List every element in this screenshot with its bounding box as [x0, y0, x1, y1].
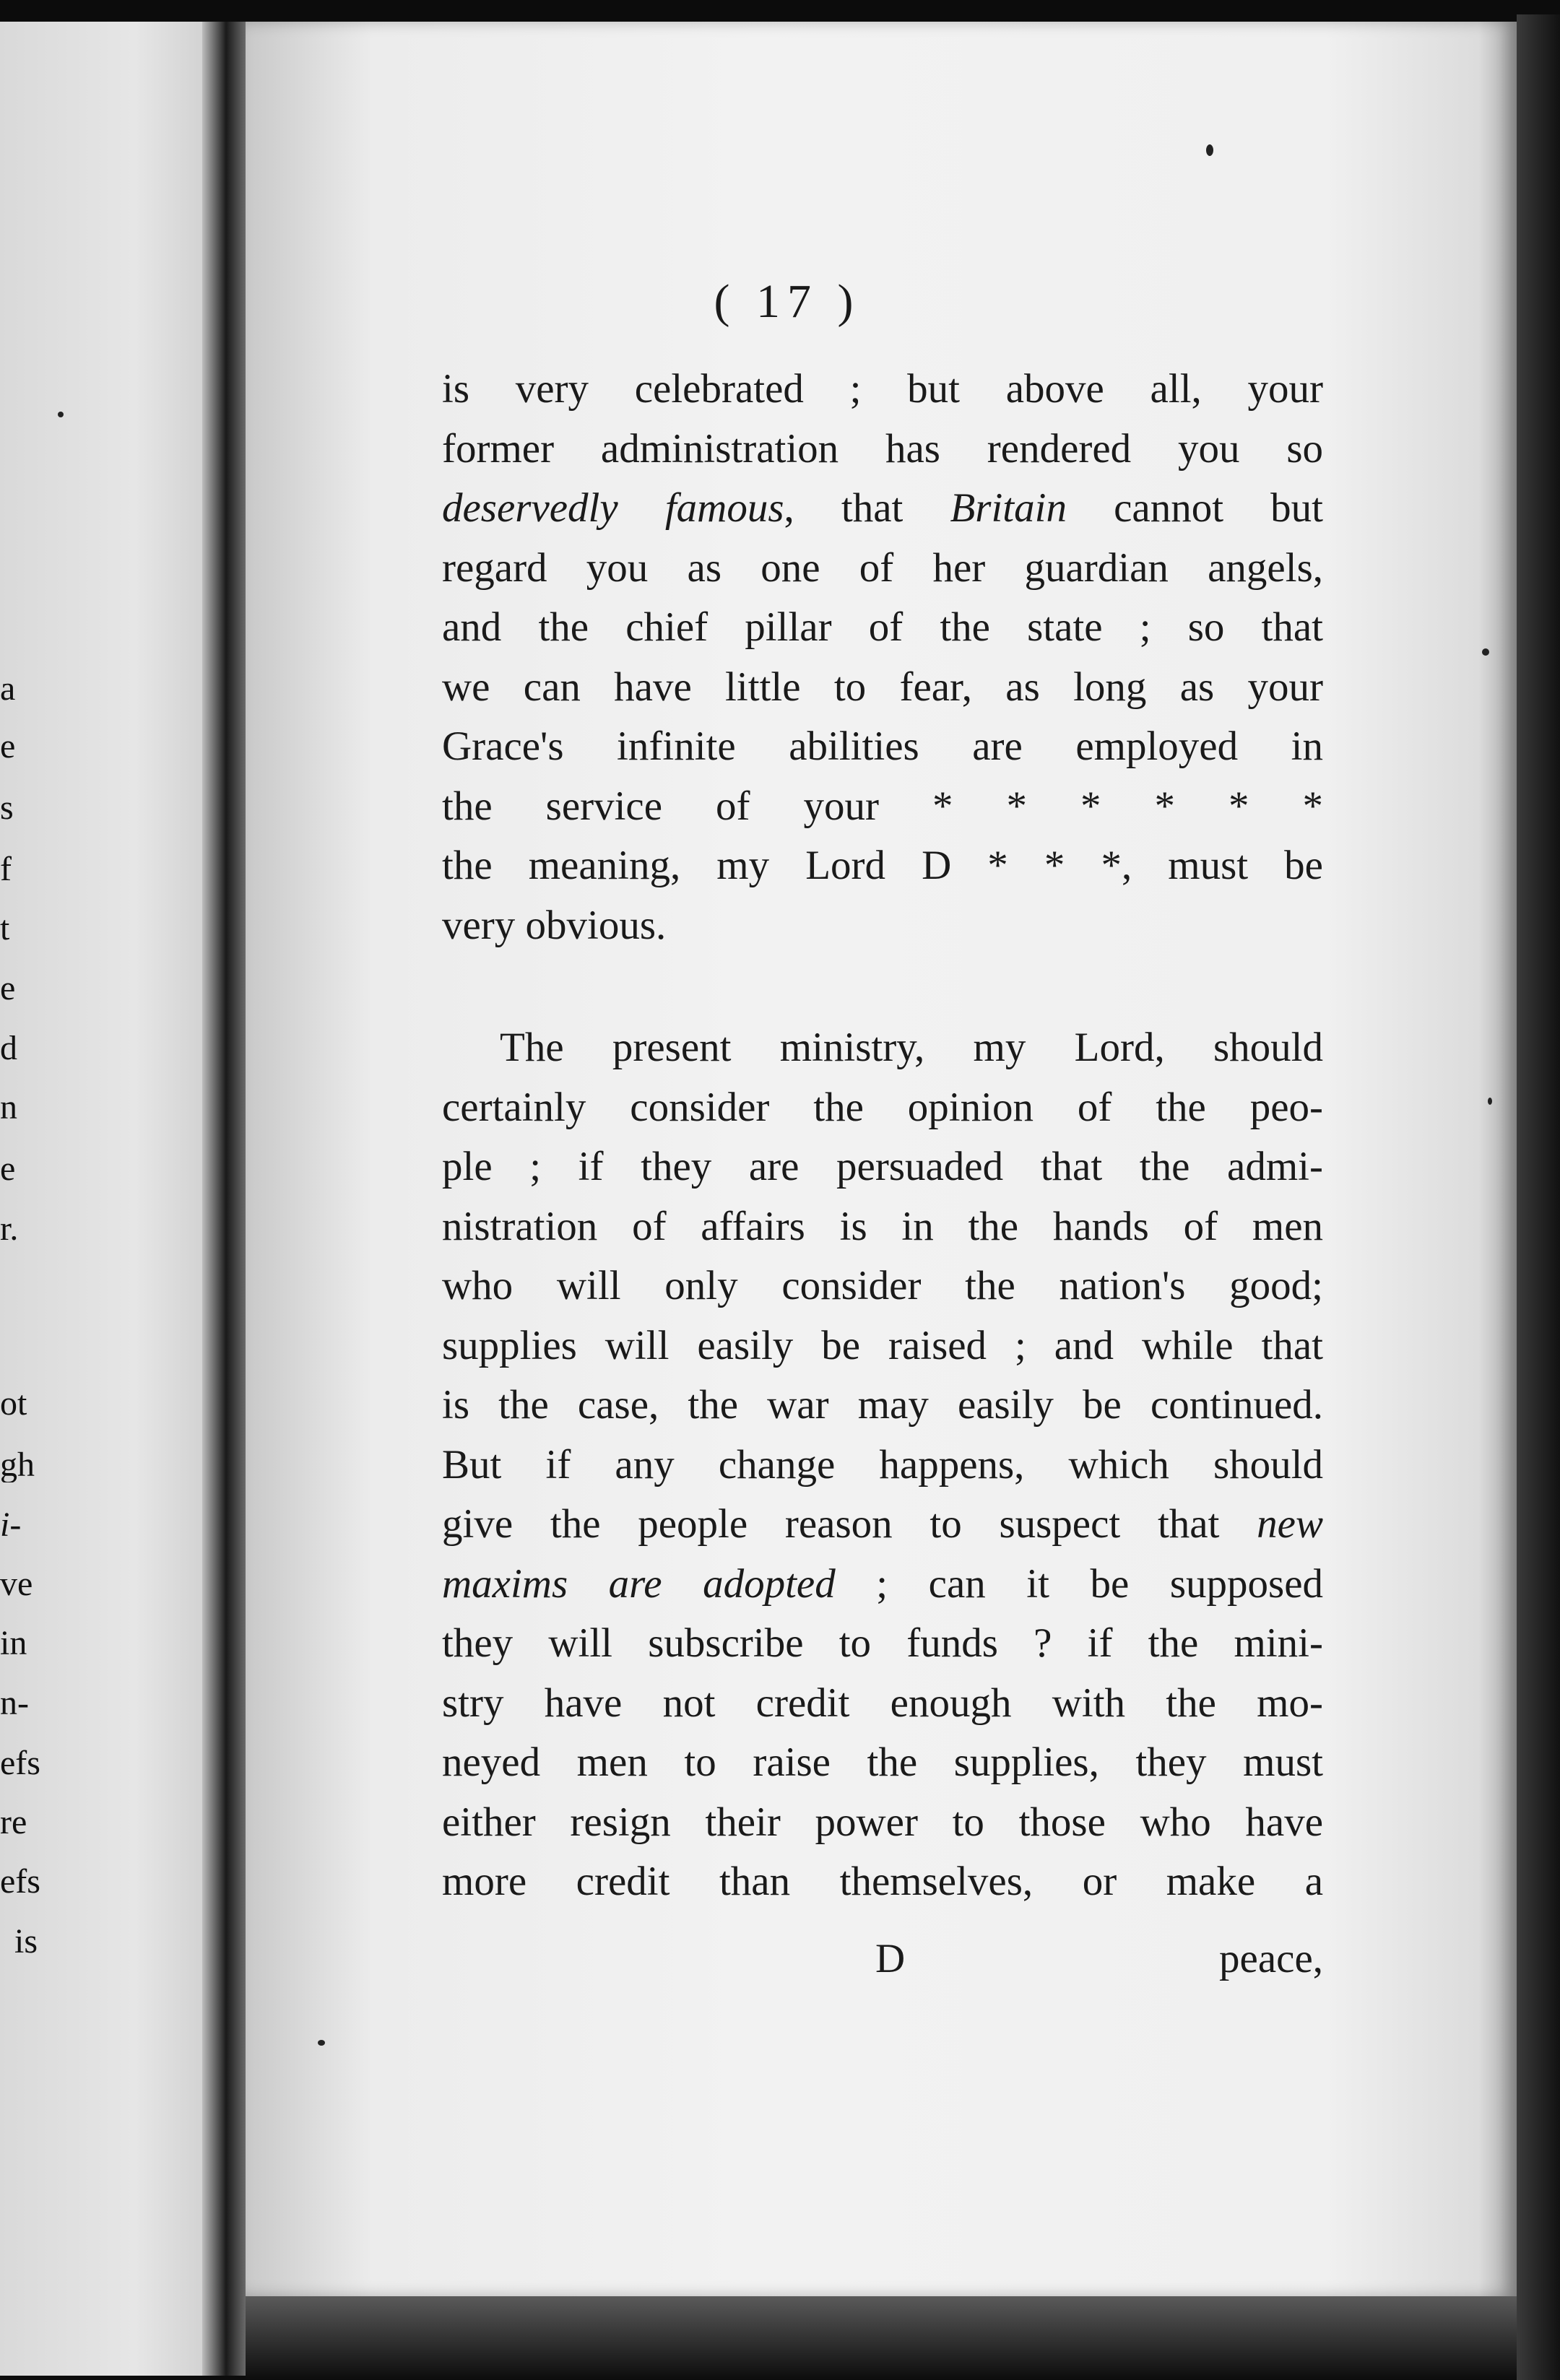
paragraph-2 [442, 1018, 1323, 1912]
bottom-shadow [246, 2296, 1517, 2380]
text-line: the meaning, my Lord D * * *, must be [442, 843, 1323, 888]
left-fragment: efs [0, 1864, 40, 1899]
catchword: peace, [1219, 1936, 1323, 1981]
text-line: certainly consider the opinion of the peo- [442, 1084, 1323, 1130]
page-number: ( 17 ) [714, 275, 861, 328]
text-line: and the chief pillar of the state ; so that [442, 604, 1323, 650]
page-edge-shadow [1517, 14, 1560, 2380]
text-line: former administration has rendered you so [442, 425, 1323, 472]
paragraph-1 [442, 360, 1323, 955]
left-fragment: d [0, 1031, 17, 1066]
left-fragment: efs [0, 1746, 40, 1781]
text-line: the service of your * * * * * * [442, 783, 1323, 829]
book-gutter [202, 22, 246, 2376]
text-line: supplies will easily be raised ; and while that [442, 1322, 1323, 1368]
scan-speck [318, 2040, 325, 2046]
left-fragment: ot [0, 1386, 27, 1421]
text-line: maxims are adopted ; can it be supposed [442, 1560, 1323, 1607]
text-line: is very celebrated ; but above all, your [442, 366, 1323, 412]
left-fragment: n [0, 1090, 17, 1125]
scan-speck [1206, 144, 1213, 156]
text-line: either resign their power to those who have [442, 1799, 1323, 1845]
text-line: Grace's infinite abilities are employed in [442, 724, 1323, 769]
text-line: we can have little to fear, as long as your [442, 664, 1323, 710]
text-line: more credit than themselves, or make a [442, 1859, 1323, 1904]
left-fragment: in [0, 1626, 27, 1661]
text-line: is the case, the war may easily be continued. [442, 1382, 1323, 1428]
page-footer [442, 1935, 1323, 2000]
left-fragment: re [0, 1805, 27, 1840]
text-line: they will subscribe to funds ? if the mini- [442, 1620, 1323, 1666]
left-fragment: is [14, 1924, 38, 1959]
left-fragment: n- [0, 1686, 29, 1721]
scan-speck [1482, 648, 1489, 656]
text-line: nistration of affairs is in the hands of men [442, 1203, 1323, 1249]
scan-speck [1488, 1098, 1492, 1105]
left-fragment: i- [0, 1508, 22, 1542]
text-line: But if any change happens, which should [442, 1441, 1323, 1488]
signature-mark: D [875, 1936, 906, 1981]
text-line: The present ministry, my Lord, should [500, 1025, 1323, 1070]
text-line: regard you as one of her guardian angels, [442, 544, 1323, 591]
text-line: who will only consider the nation's good; [442, 1263, 1323, 1308]
left-fragment: f [0, 852, 12, 887]
left-fragment: t [0, 911, 10, 946]
left-fragment: gh [0, 1448, 35, 1482]
left-fragment: ve [0, 1567, 33, 1602]
text-line: very obvious. [442, 902, 667, 948]
scan-speck [58, 412, 64, 417]
left-fragment: e [0, 1152, 16, 1186]
text-line: neyed men to raise the supplies, they must [442, 1740, 1323, 1785]
left-fragment: e [0, 971, 16, 1006]
left-fragment: a [0, 672, 16, 706]
text-line: ple ; if they are persuaded that the admi- [442, 1144, 1323, 1189]
left-fragment: r. [0, 1212, 19, 1246]
left-fragment: e [0, 729, 16, 764]
text-line: deservedly famous, that Britain cannot but [442, 485, 1323, 531]
text-line: stry have not credit enough with the mo- [442, 1680, 1323, 1726]
left-fragment: s [0, 791, 14, 825]
text-line: give the people reason to suspect that new [442, 1501, 1323, 1547]
